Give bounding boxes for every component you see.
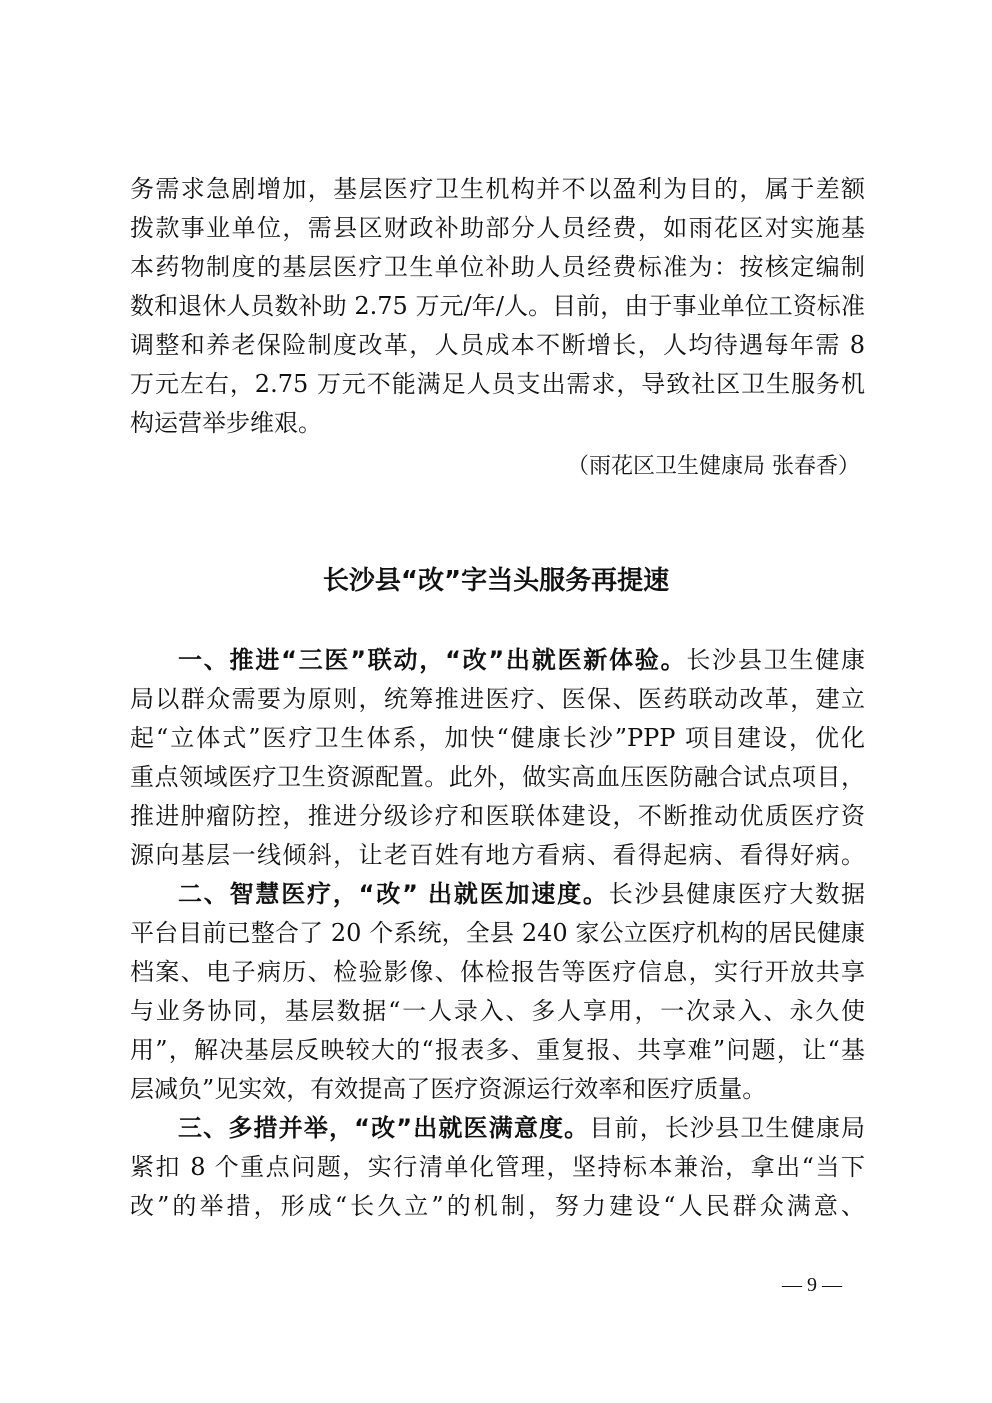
intro-paragraph xyxy=(130,170,865,443)
author-signature: （雨花区卫生健康局 张春香） xyxy=(567,454,860,479)
section-line: 源向基层一线倾斜，让老百姓有地方看病、看得起病、看得好病。 xyxy=(130,841,865,869)
section-lead-line xyxy=(130,641,865,680)
section-line: 与业务协同，基层数据“一人录入、多人享用，一次录入、永久使 xyxy=(130,997,865,1025)
intro-line: 万元左右，2.75 万元不能满足人员支出需求，导致社区卫生服务机 xyxy=(130,370,865,398)
section-paragraph-2 xyxy=(130,875,865,1109)
section-line: 档案、电子病历、检验影像、体检报告等医疗信息，实行开放共享 xyxy=(130,958,865,986)
section-line: 推进肿瘤防控，推进分级诊疗和医联体建设，不断推动优质医疗资 xyxy=(130,802,865,830)
intro-line: 务需求急剧增加，基层医疗卫生机构并不以盈利为目的，属于差额 xyxy=(130,175,865,203)
intro-line: 数和退休人员数补助 2.75 万元/年/人。目前，由于事业单位工资标准 xyxy=(130,292,865,320)
intro-line: 拨款事业单位，需县区财政补助部分人员经费，如雨花区对实施基 xyxy=(130,214,865,242)
section-line: 起“立体式”医疗卫生体系，加快“健康长沙”PPP 项目建设，优化 xyxy=(130,724,865,752)
page-number: — 9 — xyxy=(782,1274,842,1296)
section-line: 重点领域医疗卫生资源配置。此外，做实高血压医防融合试点项目， xyxy=(130,763,865,791)
section-line: 局以群众需要为原则，统筹推进医疗、医保、医药联动改革，建立 xyxy=(130,685,865,713)
section-line: 改”的举措，形成“长久立”的机制，努力建设“人民群众满意、 xyxy=(130,1192,865,1220)
section-lead-text: 长沙县健康医疗大数据 xyxy=(608,880,866,908)
intro-line: 构运营举步维艰。 xyxy=(130,409,322,437)
intro-line: 调整和养老保险制度改革，人员成本不断增长，人均待遇每年需 8 xyxy=(130,331,865,359)
section-line: 平台目前已整合了 20 个系统，全县 240 家公立医疗机构的居民健康 xyxy=(130,919,865,947)
section-lead-text: 长沙县卫生健康 xyxy=(686,646,866,674)
section-line: 层减负”见实效，有效提高了医疗资源运行效率和医疗质量。 xyxy=(130,1075,767,1103)
section-lead-heading: 二、智慧医疗，“改” 出就医加速度。 xyxy=(178,880,609,908)
section-line: 紧扣 8 个重点问题，实行清单化管理，坚持标本兼治，拿出“当下 xyxy=(130,1153,865,1181)
section-lead-line xyxy=(130,875,865,914)
section-lead-text: 目前，长沙县卫生健康局 xyxy=(589,1114,866,1142)
section-line: 用”，解决基层反映较大的“报表多、重复报、共享难”问题，让“基 xyxy=(130,1036,865,1064)
intro-line: 本药物制度的基层医疗卫生单位补助人员经费标准为：按核定编制 xyxy=(130,253,865,281)
section-lead-heading: 三、多措并举，“改”出就医满意度。 xyxy=(178,1114,590,1142)
article-title: 长沙县“改”字当头服务再提速 xyxy=(322,566,670,596)
section-paragraph-3 xyxy=(130,1109,865,1226)
section-lead-heading: 一、推进“三医”联动，“改”出就医新体验。 xyxy=(178,646,687,674)
section-paragraph-1 xyxy=(130,641,865,875)
section-lead-line xyxy=(130,1109,865,1148)
